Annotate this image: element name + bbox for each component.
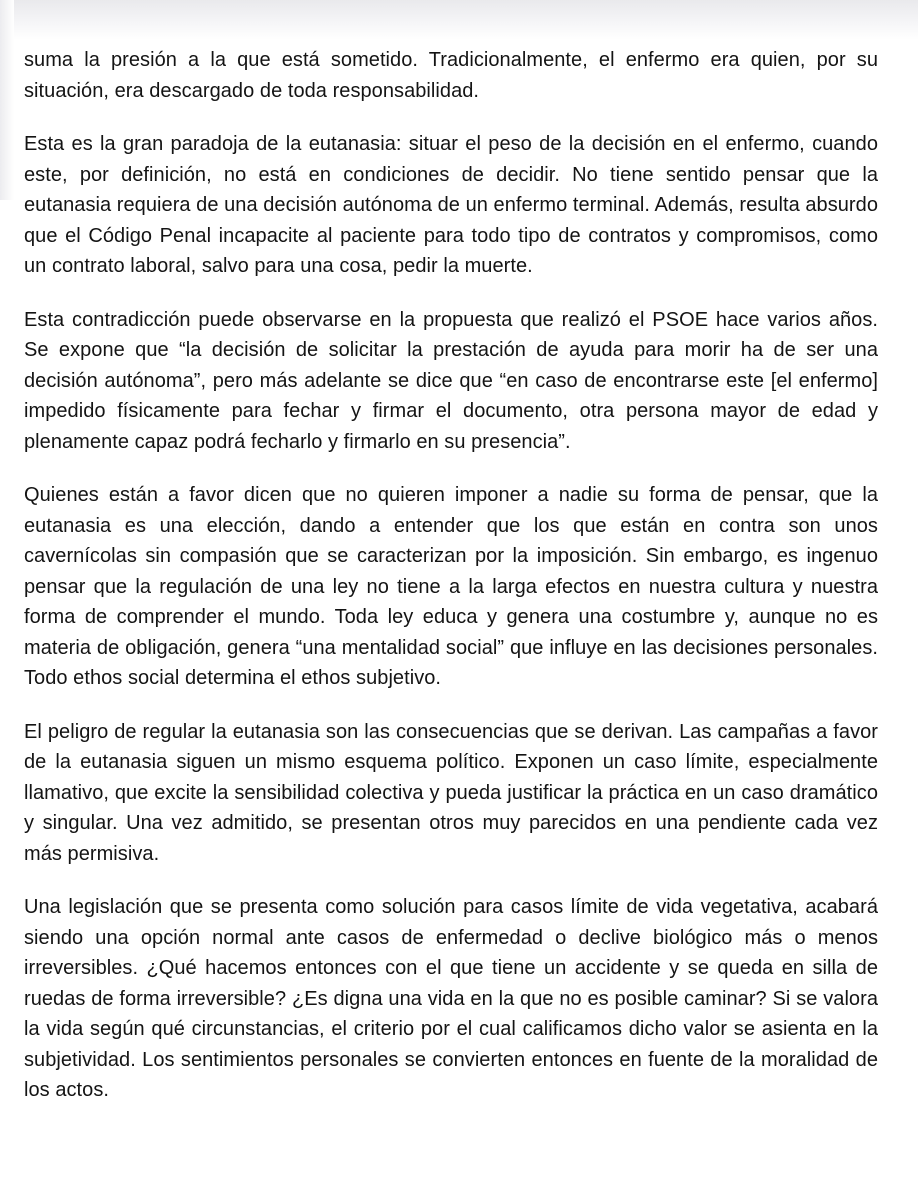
paragraph-6: Una legislación que se presenta como solución para casos límite de vida vegetativa, acabará siendo una opción normal ante casos de enfermedad o declive biológico más o menos irreversibles. ¿Qué hacemos entonces con el que tiene un accidente y se queda en silla de ruedas de forma irreversible? ¿Es digna una vida en la que no es posible caminar? Si se valora la vida según qué circunstancias, el criterio por el cual calificamos dicho valor se asienta en la subjetividad. Los sentimientos personales se convierten entonces en fuente de la moralidad de los actos. [24,896,878,1101]
paragraph-1: suma la presión a la que está sometido. Tradicionalmente, el enfermo era quien, por su situación, era descargado de toda responsabilidad. [24,49,878,102]
paragraph-2: Esta es la gran paradoja de la eutanasia: situar el peso de la decisión en el enfermo, cuando este, por definición, no está en condiciones de decidir. No tiene sentido pensar que la eutanasia requiera de una decisión autónoma de un enfermo terminal. Además, resulta absurdo que el Código Penal incapacite al paciente para todo tipo de contratos y compromisos, como un contrato laboral, salvo para una cosa, pedir la muerte. [24,133,878,277]
paragraph-3: Esta contradicción puede observarse en la propuesta que realizó el PSOE hace varios años. Se expone que “la decisión de solicitar la prestación de ayuda para morir ha de ser una decisión autónoma”, pero más adelante se dice que “en caso de encontrarse este [el enfermo] impedido físicamente para fechar y firmar el documento, otra persona mayor de edad y plenamente capaz podrá fecharlo y firmarlo en su presencia”. [24,308,878,453]
left-edge-shadow [0,0,14,200]
paragraph-4: Quienes están a favor dicen que no quieren imponer a nadie su forma de pensar, que la eutanasia es una elección, dando a entender que los que están en contra son unos cavernícolas sin compasión que se caracterizan por la imposición. Sin embargo, es ingenuo pensar que la regulación de una ley no tiene a la larga efectos en nuestra cultura y nuestra forma de comprender el mundo. Toda ley educa y genera una costumbre y, aunque no es materia de obligación, genera “una mentalidad social” que influye en las decisiones personales. Todo ethos social determina el ethos subjetivo. [24,484,878,689]
top-edge-shadow [0,0,918,40]
article-body [24,45,878,1129]
paragraph-5: El peligro de regular la eutanasia son las consecuencias que se derivan. Las campañas a favor de la eutanasia siguen un mismo esquema político. Exponen un caso límite, especialmente llamativo, que excite la sensibilidad colectiva y pueda justificar la práctica en un caso dramático y singular. Una vez admitido, se presentan otros muy parecidos en una pendiente cada vez más permisiva. [24,720,878,865]
